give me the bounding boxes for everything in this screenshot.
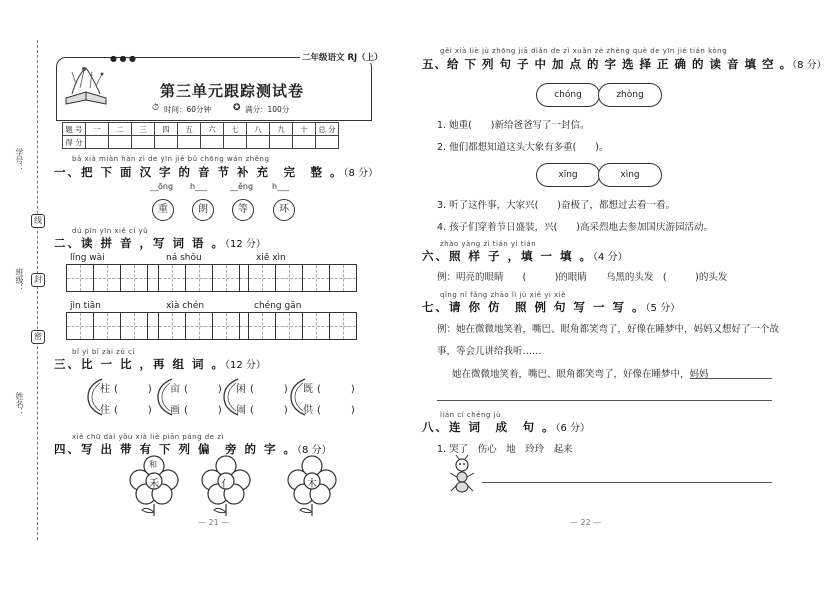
s1-char-4: 环	[273, 199, 295, 221]
s1-pinyin: bǎ xià miàn hàn zì de yīn jié bǔ chōng wán zhěng	[72, 155, 270, 163]
s7-title	[422, 299, 680, 315]
ant-mascot-icon	[446, 455, 478, 495]
score-cell: 五	[178, 123, 201, 136]
s8-title-text: 八、连 词 成 句 。	[422, 420, 556, 434]
s4-flower-2	[196, 456, 256, 516]
score-cell: 三	[132, 123, 155, 136]
s1-char-3: 等	[232, 199, 254, 221]
score-input[interactable]	[224, 136, 247, 149]
book-illustration	[62, 64, 110, 108]
s7-example-2: 事，等会儿讲给我听……	[437, 346, 542, 357]
s6-title	[422, 248, 628, 264]
s4-example-char: 和	[149, 460, 157, 469]
s4-pinyin: xiě chū dài yǒu xià liè piān páng de zì	[72, 433, 224, 441]
header-dots: ● ● ●	[110, 54, 137, 63]
score-table-header-row	[63, 123, 339, 136]
s5-title-text: 五、给 下 列 句 子 中 加 点 的 字 选 择 正 确 的 读 音 填 空 。	[422, 57, 793, 71]
seal-mark-secret: 密	[31, 330, 45, 344]
s4-flower-1	[124, 456, 184, 516]
s3-paren[interactable]: ( )	[317, 405, 355, 416]
s7-answer-line-1[interactable]	[690, 378, 772, 379]
student-no-label: 学号：	[15, 148, 24, 172]
s3-char: 既	[303, 384, 313, 395]
s2-word-pinyin-5: xià chén	[166, 301, 205, 311]
score-cell: 七	[224, 123, 247, 136]
score-input[interactable]	[316, 136, 339, 149]
page-number-left: — 21 —	[198, 518, 230, 527]
s5-cloud-xing4: xìng	[598, 163, 662, 187]
page-title: 第三单元跟踪测试卷	[160, 82, 305, 100]
s2-word-pinyin-2: ná shǒu	[166, 253, 202, 263]
score-cell: 六	[201, 123, 224, 136]
s2-grid-3[interactable]	[248, 264, 356, 292]
s3-char: 柱	[100, 384, 110, 395]
score-input[interactable]	[178, 136, 201, 149]
s1-title-text: 一、把 下 面 汉 字 的 音 节 补 充 完 整 。	[54, 165, 344, 179]
s4-title-text: 四、写 出 带 有 下 列 偏 旁 的 字 。	[54, 442, 298, 456]
score-cell: 十	[293, 123, 316, 136]
s7-example-1: 例：她在微微地笑着，嘴巴、眼角都笑弯了，好像在睡梦中，妈妈又想好了一个故	[437, 324, 780, 335]
s3-pair-3	[222, 375, 292, 419]
name-label: 姓名：	[15, 392, 24, 416]
score-cell: 得 分	[63, 136, 86, 149]
s8-title	[422, 419, 590, 435]
s3-title-text: 三、比 一 比 ，再 组 词 。	[54, 357, 226, 371]
s7-answer-line-2[interactable]	[437, 400, 772, 401]
s3-paren[interactable]: ( )	[184, 405, 222, 416]
s7-task: 她在微微地笑着，嘴巴、眼角都笑弯了，好像在睡梦中，妈妈	[452, 369, 709, 380]
page-number-right: — 22 —	[570, 518, 602, 527]
s3-score: （12 分）	[225, 360, 266, 371]
s8-answer-line[interactable]	[482, 482, 772, 483]
s3-paren[interactable]: ( )	[114, 384, 152, 395]
binding-strip	[0, 0, 46, 589]
s4-flower-3	[282, 456, 342, 516]
s1-blank-1[interactable]: __ōng	[150, 182, 174, 191]
score-input[interactable]	[132, 136, 155, 149]
s3-char: 供	[303, 405, 313, 416]
score-cell: 八	[247, 123, 270, 136]
s1-char-2: 朗	[192, 199, 214, 221]
s8-pinyin: lián cí chéng jù	[440, 411, 501, 419]
s6-line[interactable]: 例：明亮的眼睛 ( )的眼睛 乌黑的头发 ( )的头发	[437, 272, 728, 283]
s5-q2: 2. 他们都想知道这头大象有多重( )。	[437, 142, 609, 153]
score-cell: 一	[86, 123, 109, 136]
s8-words: 1. 哭了 伤心 地 玲玲 起来	[437, 444, 573, 455]
score-cell: 题 号	[63, 123, 86, 136]
score-cell: 四	[155, 123, 178, 136]
s3-pair-2	[156, 375, 226, 419]
s6-pinyin: zhào yàng zi tián yi tián	[440, 240, 537, 248]
score-cell: 二	[109, 123, 132, 136]
exam-time: 时间：60分钟	[164, 105, 212, 114]
s1-title	[54, 164, 378, 180]
s3-paren[interactable]: ( )	[250, 384, 288, 395]
seal-mark-line: 线	[31, 214, 45, 228]
s1-blank-4[interactable]: h___	[272, 182, 290, 191]
s5-title	[422, 56, 827, 72]
star-icon: ✪	[233, 103, 241, 113]
s7-pinyin: qǐng nǐ fǎng zhào lì jù xiě yi xiě	[440, 291, 566, 299]
score-input[interactable]	[293, 136, 316, 149]
s5-pinyin: gěi xià liè jù zhōng jiā diǎn de zì xuǎn zé zhèng què de yīn jié tián kòng	[440, 47, 728, 55]
s5-cloud-chong: chóng	[536, 83, 600, 107]
score-input[interactable]	[201, 136, 224, 149]
s3-paren[interactable]: ( )	[317, 384, 355, 395]
s4-radical: 禾	[149, 479, 159, 490]
s1-blank-2[interactable]: h___	[190, 182, 208, 191]
s2-word-pinyin-6: chéng gǎn	[254, 301, 302, 311]
s5-q4: 4. 孩子们穿着节日盛装，兴( )高采烈地去参加国庆游园活动。	[437, 222, 713, 233]
s3-pinyin: bǐ yi bǐ zài zǔ cí	[72, 348, 135, 356]
s4-title	[54, 441, 332, 457]
s2-score: （12 分）	[225, 239, 266, 250]
grade-tag: 二年级语文 RJ（上）	[302, 53, 383, 63]
score-input[interactable]	[86, 136, 109, 149]
s2-word-pinyin-4: jìn tiān	[70, 301, 101, 311]
full-score: 满分：100分	[245, 105, 290, 114]
s3-pair-4	[289, 375, 359, 419]
s3-pair-1	[86, 375, 156, 419]
score-input[interactable]	[247, 136, 270, 149]
s2-pinyin: dú pīn yīn xiě cí yǔ	[72, 227, 149, 235]
s3-char: 闹	[236, 405, 246, 416]
s3-title	[54, 356, 266, 372]
score-input[interactable]	[155, 136, 178, 149]
score-cell: 九	[270, 123, 293, 136]
s1-blank-3[interactable]: __ěng	[230, 182, 254, 191]
s1-char-1: 重	[152, 199, 174, 221]
s5-cloud-xing1: xīng	[536, 163, 600, 187]
s7-score: （5 分）	[645, 303, 681, 314]
s2-title-text: 二、读 拼 音 ，写 词 语 。	[54, 236, 226, 250]
clock-icon: ⏱	[152, 103, 160, 113]
s4-radical: 亻	[221, 479, 231, 490]
score-input[interactable]	[109, 136, 132, 149]
s3-char: 闲	[236, 384, 246, 395]
s1-score: （8 分）	[343, 168, 379, 179]
class-label: 班级：	[15, 268, 24, 292]
s2-title	[54, 235, 266, 251]
seal-line	[37, 40, 38, 540]
s5-q3: 3. 听了这件事，大家兴( )奋极了，都想过去看一看。	[437, 200, 675, 211]
s3-char: 亩	[170, 384, 180, 395]
s2-word-pinyin-1: lǐng wài	[70, 253, 105, 263]
seal-mark-seal: 封	[31, 273, 45, 287]
score-input[interactable]	[270, 136, 293, 149]
s8-score: （6 分）	[555, 423, 591, 434]
s7-title-text: 七、请 你 仿 照 例 句 写 一 写 。	[422, 300, 646, 314]
s5-q1: 1. 她重( )新给爸爸写了一封信。	[437, 120, 590, 131]
s3-char: 画	[170, 405, 180, 416]
s3-paren[interactable]: ( )	[250, 405, 288, 416]
score-cell: 总 分	[316, 123, 339, 136]
s6-title-text: 六、照 样 子 ，填 一 填 。	[422, 249, 594, 263]
s3-paren[interactable]: ( )	[114, 405, 152, 416]
score-table	[62, 122, 339, 149]
s2-word-pinyin-3: xiě xìn	[256, 253, 286, 263]
score-table-score-row	[63, 136, 339, 149]
s4-radical: 木	[307, 479, 317, 490]
s5-score: （8 分）	[792, 60, 827, 71]
s3-char: 住	[100, 405, 110, 416]
s6-score: （4 分）	[593, 252, 628, 263]
s2-grid-6[interactable]	[248, 312, 356, 340]
s3-paren[interactable]: ( )	[184, 384, 222, 395]
s5-cloud-zhong: zhòng	[598, 83, 662, 107]
s4-score: （8 分）	[297, 445, 332, 456]
